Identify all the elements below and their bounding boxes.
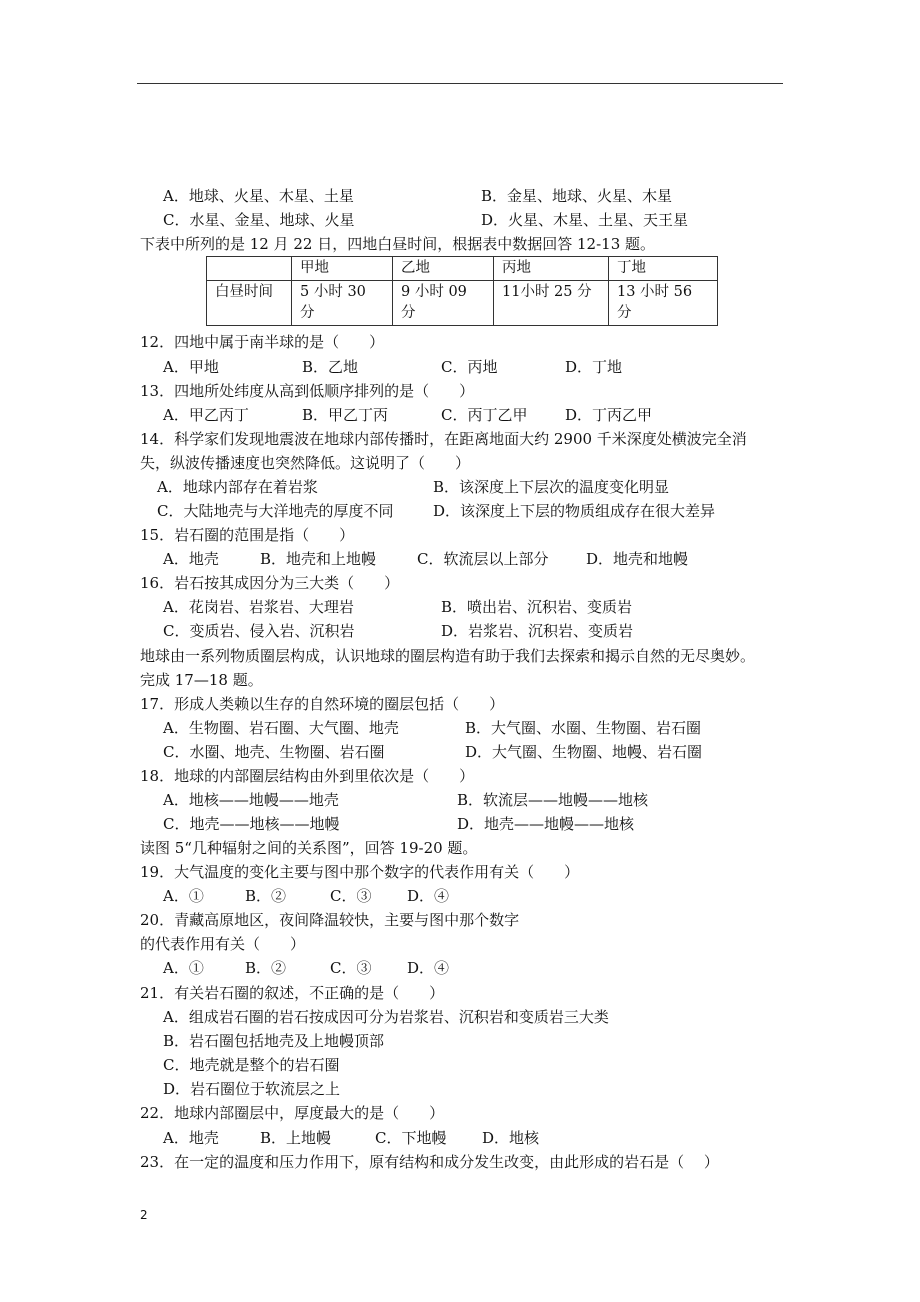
q11-option-d: D．火星、木星、土星、天王星	[481, 211, 689, 229]
q15-option-d: D．地壳和地幔	[586, 550, 689, 568]
intro-17-18-line1: 地球由一系列物质圈层构成，认识地球的圈层构造有助于我们去探索和揭示自然的无尽奥妙。	[140, 647, 756, 665]
q20-option-b: B．②	[245, 959, 287, 977]
table-row-label: 白昼时间	[207, 281, 292, 326]
q14-option-b: B．该深度上下层次的温度变化明显	[433, 478, 670, 496]
q18-option-c: C．地壳——地核——地幔	[163, 815, 340, 833]
q11-option-c: C．水星、金星、地球、火星	[163, 211, 355, 229]
q19-option-d: D．④	[407, 887, 450, 905]
q15-option-c: C．软流层以上部分	[417, 550, 549, 568]
q12-stem: 12．四地中属于南半球的是（ ）	[140, 333, 385, 351]
q12-option-c: C．丙地	[441, 358, 498, 376]
q20-stem-line2: 的代表作用有关（ ）	[140, 935, 306, 953]
daylight-table	[206, 256, 718, 326]
intro-17-18-line2: 完成 17—18 题。	[140, 671, 263, 689]
q18-stem: 18．地球的内部圈层结构由外到里依次是（ ）	[140, 767, 475, 785]
q18-option-b: B．软流层——地幔——地核	[457, 791, 649, 809]
q21-stem: 21．有关岩石圈的叙述，不正确的是（ ）	[140, 984, 445, 1002]
table-cell: 9 小时 09 分	[393, 281, 494, 326]
q21-option-b: B．岩石圈包括地壳及上地幔顶部	[163, 1032, 385, 1050]
q15-stem: 15．岩石圈的范围是指（ ）	[140, 526, 355, 544]
q22-option-b: B．上地幔	[260, 1129, 332, 1147]
q15-option-a: A．地壳	[163, 550, 219, 568]
q16-option-a: A．花岗岩、岩浆岩、大理岩	[163, 598, 354, 616]
table-header-cell: 乙地	[393, 257, 494, 281]
q12-option-d: D．丁地	[565, 358, 623, 376]
q17-option-d: D．大气圈、生物圈、地幔、岩石圈	[465, 743, 703, 761]
table-row	[207, 281, 718, 326]
q16-option-b: B．喷出岩、沉积岩、变质岩	[441, 598, 633, 616]
table-header-cell: 丁地	[609, 257, 718, 281]
q21-option-d: D．岩石圈位于软流层之上	[163, 1080, 341, 1098]
page-number: 2	[140, 1208, 148, 1222]
header-rule	[137, 83, 783, 84]
q17-option-c: C．水圈、地壳、生物圈、岩石圈	[163, 743, 385, 761]
q13-option-d: D．丁丙乙甲	[565, 406, 653, 424]
table-header-cell: 丙地	[494, 257, 609, 281]
table-cell: 13 小时 56 分	[609, 281, 718, 326]
q16-stem: 16．岩石按其成因分为三大类（ ）	[140, 574, 400, 592]
q19-option-b: B．②	[245, 887, 287, 905]
q21-option-a: A．组成岩石圈的岩石按成因可分为岩浆岩、沉积岩和变质岩三大类	[163, 1008, 609, 1026]
q22-stem: 22．地球内部圈层中，厚度最大的是（ ）	[140, 1104, 445, 1122]
intro-12-13: 下表中所列的是 12 月 22 日，四地白昼时间，根据表中数据回答 12-13 题。	[140, 235, 656, 253]
q14-option-a: A．地球内部存在着岩浆	[157, 478, 318, 496]
q11-option-a: A．地球、火星、木星、土星	[163, 187, 354, 205]
q22-option-d: D．地核	[482, 1129, 540, 1147]
table-header-cell: 甲地	[292, 257, 393, 281]
q19-option-c: C．③	[330, 887, 372, 905]
q20-option-d: D．④	[407, 959, 450, 977]
q20-option-c: C．③	[330, 959, 372, 977]
q12-option-b: B．乙地	[302, 358, 359, 376]
q14-stem-line1: 14．科学家们发现地震波在地球内部传播时，在距离地面大约 2900 千米深度处横波完全消	[140, 430, 747, 448]
q18-option-d: D．地壳——地幔——地核	[457, 815, 635, 833]
intro-19-20: 读图 5“几种辐射之间的关系图”，回答 19-20 题。	[140, 839, 478, 857]
q12-option-a: A．甲地	[163, 358, 219, 376]
q14-option-d: D．该深度上下层的物质组成存在很大差异	[433, 502, 716, 520]
q22-option-a: A．地壳	[163, 1129, 219, 1147]
q16-option-d: D．岩浆岩、沉积岩、变质岩	[441, 622, 634, 640]
q13-option-b: B．甲乙丁丙	[302, 406, 389, 424]
q18-option-a: A．地核——地幔——地壳	[163, 791, 339, 809]
q14-option-c: C．大陆地壳与大洋地壳的厚度不同	[157, 502, 394, 520]
q17-option-a: A．生物圈、岩石圈、大气圈、地壳	[163, 719, 399, 737]
q17-option-b: B．大气圈、水圈、生物圈、岩石圈	[465, 719, 702, 737]
q13-stem: 13．四地所处纬度从高到低顺序排列的是（ ）	[140, 382, 475, 400]
q22-option-c: C．下地幔	[375, 1129, 447, 1147]
q17-stem: 17．形成人类赖以生存的自然环境的圈层包括（ ）	[140, 695, 505, 713]
q19-option-a: A．①	[163, 887, 204, 905]
q20-option-a: A．①	[163, 959, 204, 977]
q16-option-c: C．变质岩、侵入岩、沉积岩	[163, 622, 355, 640]
q15-option-b: B．地壳和上地幔	[260, 550, 377, 568]
table-cell: 5 小时 30 分	[292, 281, 393, 326]
table-header-row	[207, 257, 718, 281]
q14-stem-line2: 失，纵波传播速度也突然降低。这说明了（ ）	[140, 454, 471, 472]
q19-stem: 19．大气温度的变化主要与图中那个数字的代表作用有关（ ）	[140, 863, 580, 881]
q13-option-a: A．甲乙丙丁	[163, 406, 249, 424]
q20-stem-line1: 20．青藏高原地区，夜间降温较快，主要与图中那个数字	[140, 911, 520, 929]
table-header-cell	[207, 257, 292, 281]
q11-option-b: B．金星、地球、火星、木星	[481, 187, 673, 205]
table-cell: 11小时 25 分	[494, 281, 609, 326]
q21-option-c: C．地壳就是整个的岩石圈	[163, 1056, 340, 1074]
q23-stem: 23．在一定的温度和压力作用下，原有结构和成分发生改变，由此形成的岩石是（ ）	[140, 1153, 719, 1171]
q13-option-c: C．丙丁乙甲	[441, 406, 528, 424]
